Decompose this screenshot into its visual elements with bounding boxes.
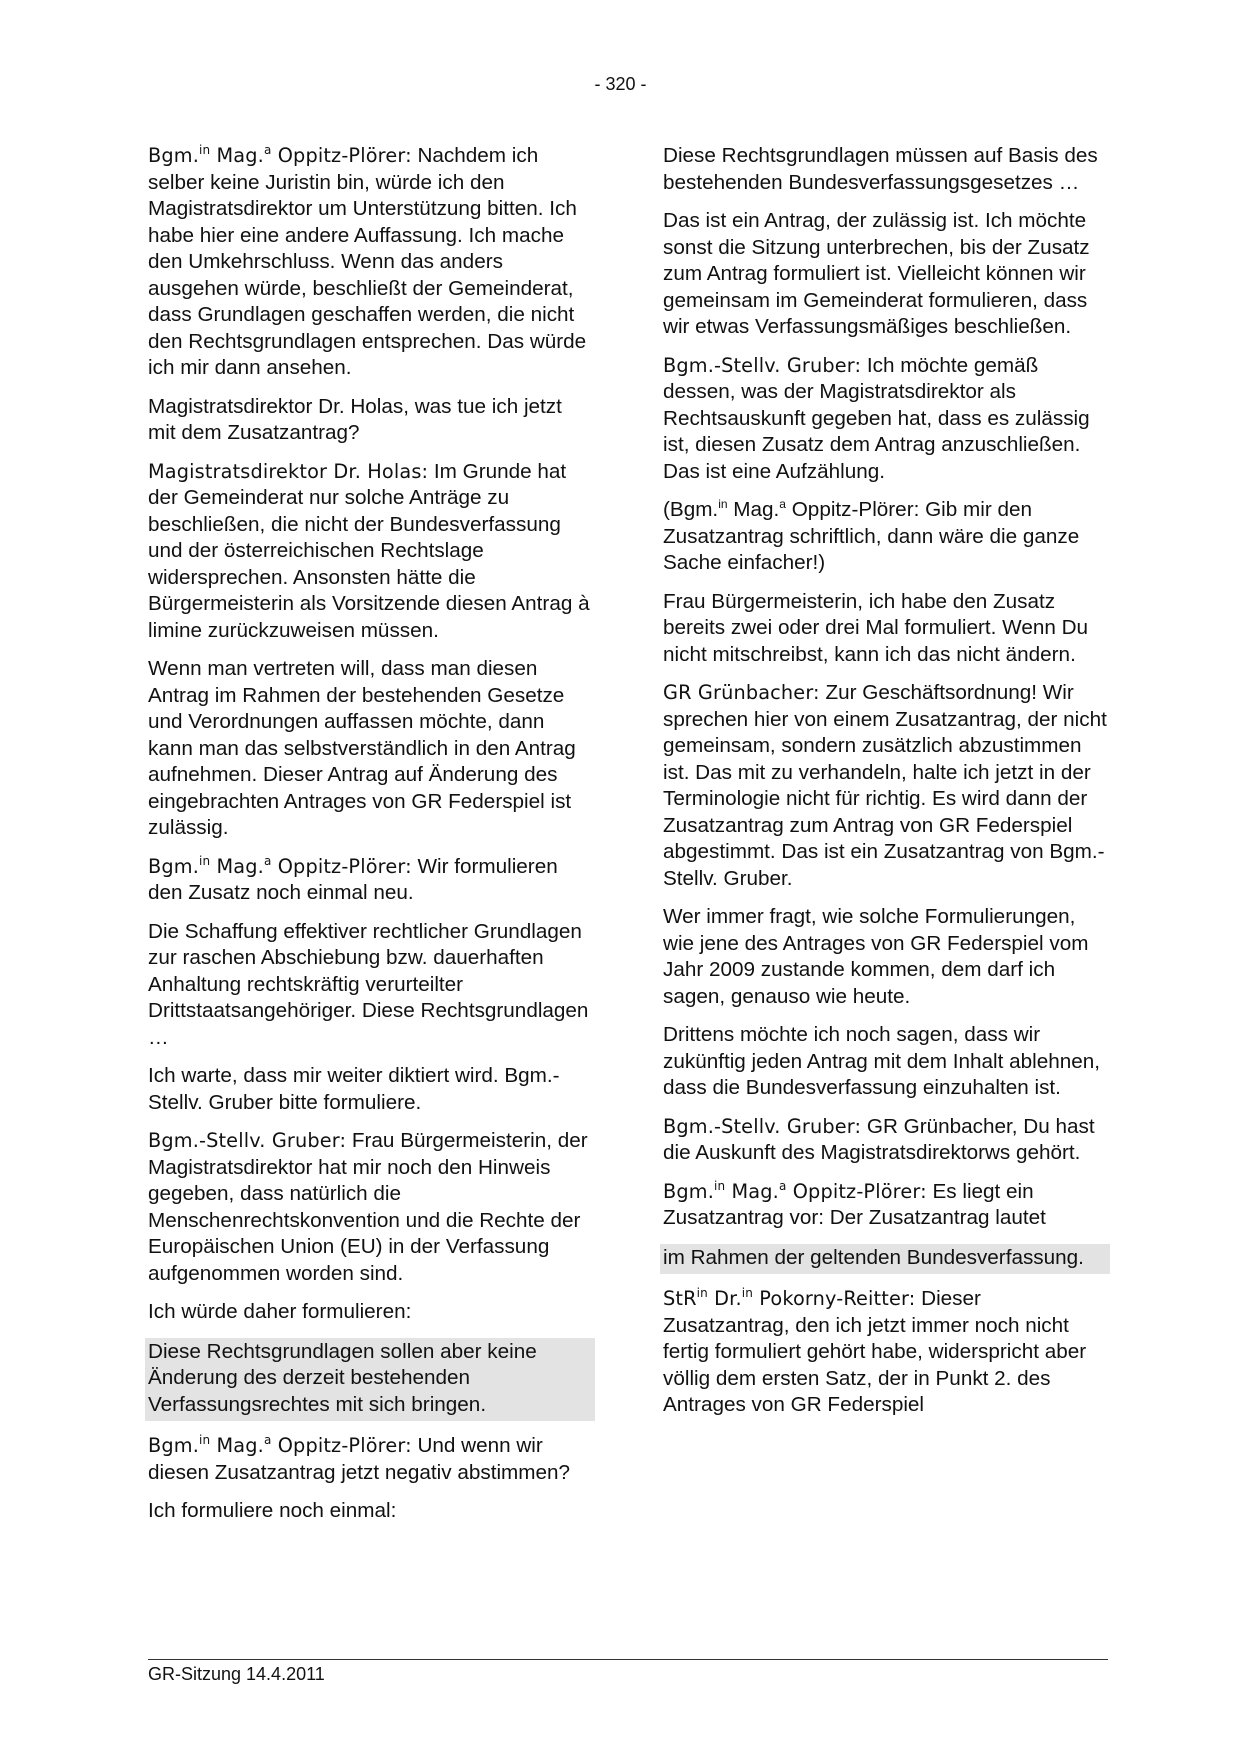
- speaker-name: Bgm.$^{in}$ Mag.$^a$ Oppitz-Plörer:: [148, 1433, 412, 1457]
- speaker-name: Bgm.-Stellv. Gruber:: [663, 1114, 862, 1138]
- speaker-name: Bgm.$^{in}$ Mag.$^a$ Oppitz-Plörer:: [663, 1178, 927, 1203]
- paragraph: (Bgm.$^{in}$ Mag.$^a$ Oppitz-Plörer: Gib mir den Zusatzantrag schriftlich, dann wäre die ganze Sache einfacher!): [663, 497, 1080, 574]
- paragraph: Diese Rechtsgrundlagen müssen auf Basis des bestehenden Bundesverfassungsgesetzes …: [663, 144, 1098, 194]
- footer-divider: [148, 1659, 1108, 1660]
- paragraph: Ich würde daher formulieren:: [148, 1300, 412, 1323]
- highlighted-motion-text: Diese Rechtsgrundlagen sollen aber keine Änderung des derzeit bestehenden Verfassungsrechtes mit sich bringen.: [145, 1338, 595, 1422]
- paragraph: Ich formuliere noch einmal:: [148, 1499, 397, 1522]
- speaker-name: StR$^{in}$ Dr.$^{in}$ Pokorny-Reitter:: [663, 1286, 916, 1310]
- speaker-name: Bgm.-Stellv. Gruber:: [663, 353, 862, 377]
- paragraph: Bgm.-Stellv. Gruber: Ich möchte gemäß dessen, was der Magistratsdirektor als Rechtsauskunft gegeben hat, dass es zulässig ist, diesen Zusatz dem Antrag anzuschließen. Das ist eine Aufzählung.: [663, 353, 1090, 483]
- speaker-name: Magistratsdirektor Dr. Holas:: [148, 459, 429, 483]
- paragraph: Bgm.-Stellv. Gruber: Frau Bürgermeisterin, der Magistratsdirektor hat mir noch den Hinweis gegeben, dass natürlich die Menschenrechtskonvention und die Rechte der Europäischen Union (EU) in der Verfassung aufgenommen worden sind.: [148, 1129, 588, 1285]
- paragraph: Bgm.$^{in}$ Mag.$^a$ Oppitz-Plörer: Und wenn wir diesen Zusatzantrag jetzt negativ abstimmen?: [148, 1433, 571, 1484]
- paragraph: Ich warte, dass mir weiter diktiert wird. Bgm.-Stellv. Gruber bitte formuliere.: [148, 1064, 560, 1114]
- paragraph: Wer immer fragt, wie solche Formulierungen, wie jene des Antrages von GR Federspiel vom Jahr 2009 zustande kommen, dem darf ich sagen, genauso wie heute.: [663, 905, 1089, 1008]
- right-column: [663, 143, 1107, 1431]
- speaker-name: Bgm.$^{in}$ Mag.$^a$ Oppitz-Plörer:: [148, 143, 412, 167]
- speaker-name: Bgm.$^{in}$ Mag.$^a$ Oppitz-Plörer:: [148, 853, 412, 878]
- highlighted-motion-text: im Rahmen der geltenden Bundesverfassung.: [660, 1244, 1110, 1275]
- paragraph: StR$^{in}$ Dr.$^{in}$ Pokorny-Reitter: Dieser Zusatzantrag, den ich jetzt immer noch nicht fertig formuliert gehört habe, widerspricht aber völlig dem ersten Satz, der in Punkt 2. des Antrages von GR Federspiel: [663, 1286, 1087, 1416]
- paragraph: Drittens möchte ich noch sagen, dass wir zukünftig jeden Antrag mit dem Inhalt ablehnen, dass die Bundesverfassung einzuhalten ist.: [663, 1023, 1101, 1099]
- paragraph: Das ist ein Antrag, der zulässig ist. Ich möchte sonst die Sitzung unterbrechen, bis der Zusatz zum Antrag formuliert ist. Vielleicht können wir gemeinsam im Gemeinderat formulieren, dass wir etwas Verfassungsmäßiges beschließen.: [663, 209, 1090, 338]
- paragraph: Bgm.$^{in}$ Mag.$^a$ Oppitz-Plörer: Wir formulieren den Zusatz noch einmal neu.: [148, 853, 558, 904]
- speaker-name: Bgm.-Stellv. Gruber:: [148, 1129, 347, 1152]
- page-number: - 320 -: [594, 74, 647, 94]
- paragraph: Bgm.-Stellv. Gruber: GR Grünbacher, Du hast die Auskunft des Magistratsdirektorws gehört.: [663, 1114, 1095, 1164]
- paragraph: Magistratsdirektor Dr. Holas, was tue ich jetzt mit dem Zusatzantrag?: [148, 394, 562, 444]
- paragraph: GR Grünbacher: Zur Geschäftsordnung! Wir sprechen hier von einem Zusatzantrag, der nicht gemeinsam, sondern zusätzlich abzustimmen ist. Das mit zu verhandeln, halte ich jetzt in der Terminologie nicht für richtig. Es wird dann der Zusatzantrag zum Antrag von GR Federspiel abgestimmt. Das ist ein Zusatzantrag von Bgm.-Stellv. Gruber.: [663, 681, 1107, 890]
- paragraph: Magistratsdirektor Dr. Holas: Im Grunde hat der Gemeinderat nur solche Anträge zu beschließen, die nicht der Bundesverfassung und der österreichischen Rechtslage widersprechen. Ansonsten hätte die Bürgermeisterin als Vorsitzende diesen Antrag à limine zurückzuweisen müssen.: [148, 459, 590, 642]
- paragraph: Bgm.$^{in}$ Mag.$^a$ Oppitz-Plörer: Nachdem ich selber keine Juristin bin, würde ich den Magistratsdirektor um Unterstützung bitten. Ich habe hier eine andere Auffassung. Ich mache den Umkehrschluss. Wenn das anders ausgehen würde, beschließt der Gemeinderat, dass Grundlagen geschaffen werden, die nicht den Rechtsgrundlagen entsprechen. Das würde ich mir dann ansehen.: [148, 143, 587, 379]
- paragraph: Wenn man vertreten will, dass man diesen Antrag im Rahmen der bestehenden Gesetze und Verordnungen auffassen möchte, dann kann man das selbstverständlich in den Antrag aufnehmen. Dieser Antrag auf Änderung des eingebrachten Antrages von GR Federspiel ist zulässig.: [148, 657, 576, 839]
- paragraph: Bgm.$^{in}$ Mag.$^a$ Oppitz-Plörer: Es liegt ein Zusatzantrag vor: Der Zusatzantrag lautet: [663, 1178, 1046, 1229]
- speaker-name: GR Grünbacher:: [663, 681, 820, 704]
- paragraph: Frau Bürgermeisterin, ich habe den Zusatz bereits zwei oder drei Mal formuliert. Wenn Du nicht mitschreibst, kann ich das nicht ändern.: [663, 589, 1089, 666]
- left-column: [148, 143, 592, 1537]
- paragraph: Die Schaffung effektiver rechtlicher Grundlagen zur raschen Abschiebung bzw. dauerhaften Anhaltung rechtskräftig verurteilter Drittstaatsangehöriger. Diese Rechtsgrundlagen …: [148, 919, 589, 1049]
- footer-session-label: GR-Sitzung 14.4.2011: [148, 1664, 325, 1684]
